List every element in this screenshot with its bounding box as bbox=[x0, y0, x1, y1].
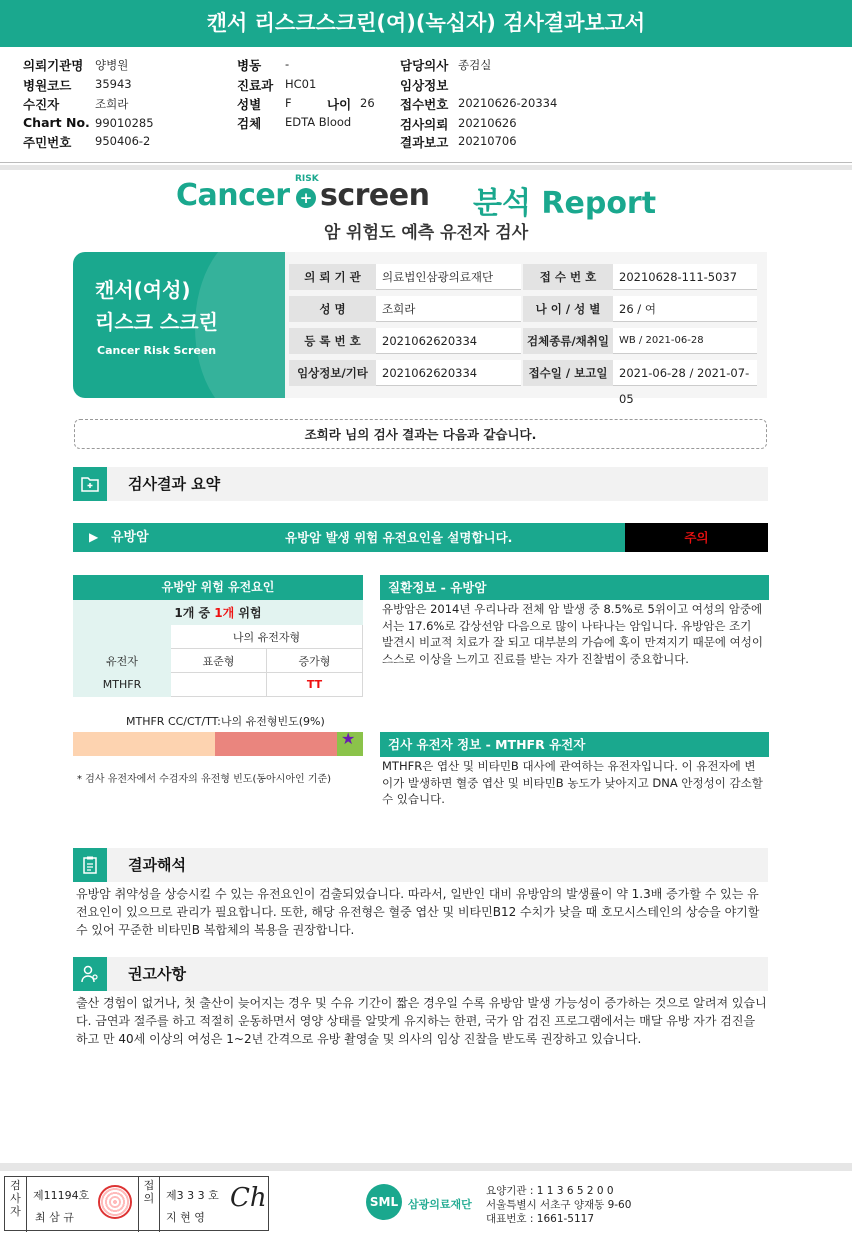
my-genotype-header: 나의 유전자형 bbox=[171, 625, 363, 649]
header-label: 검체 bbox=[237, 116, 262, 131]
address-line: 서울특별시 서초구 양재동 9-60 bbox=[486, 1199, 632, 1211]
phone-number: 대표번호 : 1661-5117 bbox=[486, 1213, 595, 1225]
header-label: 진료과 bbox=[237, 78, 274, 93]
info-label: 등 록 번 호 bbox=[289, 328, 376, 354]
header-value: 20210706 bbox=[458, 134, 517, 148]
header-label: 접수번호 bbox=[400, 97, 449, 112]
brand-logo bbox=[0, 174, 852, 221]
header-value: F bbox=[285, 96, 292, 110]
standard-column-header: 표준형 bbox=[171, 649, 267, 673]
header-label: 담당의사 bbox=[400, 58, 449, 73]
header-value: EDTA Blood bbox=[285, 115, 352, 129]
recommendation-text: 출산 경험이 없거나, 첫 출산이 늦어지는 경우 및 수유 기간이 짧은 경우일 수록 유방암 발생 가능성이 증가하는 것으로 알려져 있습니다. 금연과 절주를 하고 적절히 운동하면서 영양 상태를 알맞게 유지하는 한편, 국가 암 검진 프로그램에서는 매달 유방 자가 검진을 하고 만 40세 이상의 여성은 1~2년 간격으로 유방 촬영술 및 의사의 임상 진찰을 받도록 권장하고 있습니다. bbox=[76, 996, 767, 1046]
brand-screen: screen bbox=[320, 178, 430, 213]
interpretation-text: 유방암 취약성을 상승시킬 수 있는 유전요인이 검출되었습니다. 따라서, 일반인 대비 유방암의 발생률이 약 1.3배 증가할 수 있는 유전요인이 있으므로 관리가 필요합니다. 또한, 해당 유전형은 혈중 엽산 및 비타민B12 수치가 낮을 때 호모시스테인의 상승을 야기할 수 있어 꾸준한 비타민B 복합체의 복용을 권장합니다. bbox=[76, 887, 760, 937]
frequency-note: * 검사 유전자에서 수검자의 유전형 빈도(동아시아인 기준) bbox=[77, 774, 332, 785]
inspector-name: 최 삼 규 bbox=[35, 1211, 74, 1224]
cancer-name: 유방암 bbox=[111, 530, 149, 545]
header-label: 수진자 bbox=[23, 97, 60, 112]
genotype-frequency-label: MTHFR CC/CT/TT:나의 유전형빈도(9%) bbox=[126, 715, 325, 728]
header-value: 종검실 bbox=[458, 58, 492, 72]
header-label: 병동 bbox=[237, 58, 262, 73]
info-label: 성 명 bbox=[289, 296, 376, 322]
info-table bbox=[285, 252, 767, 406]
header-label: 성별 bbox=[237, 97, 262, 112]
physician-license: 제3 3 3 호 bbox=[166, 1189, 219, 1202]
card-title-line2: 리스크 스크린 bbox=[95, 310, 218, 334]
signature-box bbox=[4, 1176, 269, 1231]
info-value: 20210628-111-5037 bbox=[613, 264, 757, 290]
doctor-icon bbox=[73, 957, 107, 991]
header-value: 양병원 bbox=[95, 58, 129, 72]
test-card bbox=[73, 252, 285, 398]
info-label: 접수일 / 보고일 bbox=[523, 360, 613, 386]
info-value: WB / 2021-06-28 bbox=[613, 328, 757, 354]
info-value: 의료법인삼광의료재단 bbox=[376, 264, 521, 290]
result-bar bbox=[73, 523, 768, 552]
recommendation-title: 권고사항 bbox=[128, 965, 186, 983]
age-value: 26 bbox=[360, 96, 375, 110]
info-label: 검체종류/채취일 bbox=[523, 328, 613, 354]
card-english-title: Cancer Risk Screen bbox=[97, 344, 217, 357]
institution-code: 요양기관 : 1 1 3 6 5 2 0 0 bbox=[486, 1185, 614, 1197]
physician-vertical-label: 접 의 bbox=[138, 1177, 160, 1232]
header-label: 주민번호 bbox=[23, 135, 72, 150]
summary-section-header bbox=[73, 467, 768, 501]
header-label: 임상정보 bbox=[400, 78, 449, 93]
brand-risk: RISK bbox=[295, 174, 319, 184]
header-label: Chart No. bbox=[23, 115, 90, 130]
clipboard-icon bbox=[73, 848, 107, 882]
age-label: 나이 bbox=[327, 97, 352, 112]
genotype-frequency-bar bbox=[73, 729, 363, 756]
organization-address bbox=[486, 1184, 631, 1226]
header-label: 병원코드 bbox=[23, 78, 72, 93]
header-divider-band bbox=[0, 165, 852, 170]
summary-title: 검사결과 요약 bbox=[128, 475, 221, 493]
sml-logo: SML bbox=[366, 1184, 402, 1220]
interpretation-title: 결과해석 bbox=[128, 856, 186, 874]
header-value: 조희라 bbox=[95, 97, 129, 111]
patient-header bbox=[0, 52, 852, 162]
gene-info-text: MTHFR은 엽산 및 비타민B 대사에 관여하는 유전자입니다. 이 유전자에 변이가 발생하면 혈중 엽산 및 비타민B 농도가 낮아지고 DNA 안정성이 감소할 수 있습니다. bbox=[382, 759, 763, 806]
header-value: 99010285 bbox=[95, 116, 154, 130]
header-value: HC01 bbox=[285, 77, 317, 91]
info-label: 나 이 / 성 별 bbox=[523, 296, 613, 322]
header-value: 20210626-20334 bbox=[458, 96, 558, 110]
header-label: 검사의뢰 bbox=[400, 117, 449, 132]
interpretation-section-header bbox=[73, 848, 768, 882]
header-label: 결과보고 bbox=[400, 135, 449, 150]
inspector-vertical-label: 검사자 bbox=[5, 1177, 27, 1232]
info-label: 의 뢰 기 관 bbox=[289, 264, 376, 290]
disease-info-text: 유방암은 2014년 우리나라 전체 암 발생 중 8.5%로 5위이고 여성의 암중에서는 17.6%로 갑상선암 다음으로 많이 나타나는 암입니다. 유방암은 조기 발견시 비교적 치료가 잘 되고 대부분의 가슴에 혹이 만져지기 때문에 여성이 스스로 이상을 느끼고 진료를 받는 자가 진찰법이 중요합니다. bbox=[382, 602, 763, 666]
seal-stamp bbox=[98, 1185, 132, 1219]
info-value: 2021062620334 bbox=[376, 360, 521, 386]
footer-divider bbox=[0, 1163, 852, 1171]
gene-info-header: 검사 유전자 정보 - MTHFR 유전자 bbox=[380, 732, 769, 757]
header-value: - bbox=[285, 57, 290, 71]
star-icon: ★ bbox=[341, 729, 356, 748]
risk-count: 1개 중 1개 위험 bbox=[74, 601, 363, 625]
info-label: 임상정보/기타 bbox=[289, 360, 376, 386]
increased-value: TT bbox=[266, 673, 362, 697]
disease-info-header: 질환정보 - 유방암 bbox=[380, 575, 769, 600]
frequency-segment-ct bbox=[215, 732, 337, 756]
recommendation-section-header bbox=[73, 957, 768, 991]
info-value: 조희라 bbox=[376, 296, 521, 322]
card-title-line1: 캔서(여성) bbox=[95, 278, 191, 302]
inspector-license: 제11194호 bbox=[33, 1189, 90, 1202]
info-value: 2021062620334 bbox=[376, 328, 521, 354]
risk-count-highlight: 1개 bbox=[214, 606, 235, 620]
info-label: 접 수 번 호 bbox=[523, 264, 613, 290]
header-divider bbox=[0, 162, 852, 163]
physician-name: 지 현 영 bbox=[166, 1211, 205, 1224]
header-label: 의뢰기관명 bbox=[23, 58, 84, 73]
standard-value bbox=[171, 673, 267, 697]
play-arrow-icon: ▶ bbox=[89, 530, 99, 544]
frequency-segment-cc bbox=[73, 732, 215, 756]
organization-name: 삼광의료재단 bbox=[408, 1198, 472, 1211]
gene-table-title: 유방암 위험 유전요인 bbox=[73, 575, 363, 600]
header-value: 35943 bbox=[95, 77, 132, 91]
report-title: 캔서 리스크스크린(여)(녹십자) 검사결과보고서 bbox=[0, 0, 852, 47]
header-value: 20210626 bbox=[458, 116, 517, 130]
report-subtitle: 암 위험도 예측 유전자 검사 bbox=[323, 223, 529, 243]
greeting-box: 조희라 님의 검사 결과는 다음과 같습니다. bbox=[74, 419, 767, 449]
gene-risk-table bbox=[73, 575, 363, 697]
result-bar-main bbox=[73, 523, 625, 552]
folder-plus-icon bbox=[73, 467, 107, 501]
header-value: 950406-2 bbox=[95, 134, 151, 148]
brand-report: 분석 Report bbox=[473, 186, 657, 221]
brand-cancer: Cancer bbox=[176, 178, 290, 213]
status-badge: 주의 bbox=[625, 523, 768, 552]
plus-icon: + bbox=[296, 188, 316, 208]
increased-column-header: 증가형 bbox=[266, 649, 362, 673]
gene-name: MTHFR bbox=[74, 673, 171, 697]
gene-column-header: 유전자 bbox=[74, 649, 171, 673]
info-value: 2021-06-28 / 2021-07-05 bbox=[613, 360, 757, 386]
empty-cell bbox=[74, 625, 171, 649]
signature: Ch bbox=[230, 1183, 267, 1213]
result-description: 유방암 발생 위험 유전요인을 설명합니다. bbox=[285, 530, 513, 545]
info-value: 26 / 여 bbox=[613, 296, 757, 322]
